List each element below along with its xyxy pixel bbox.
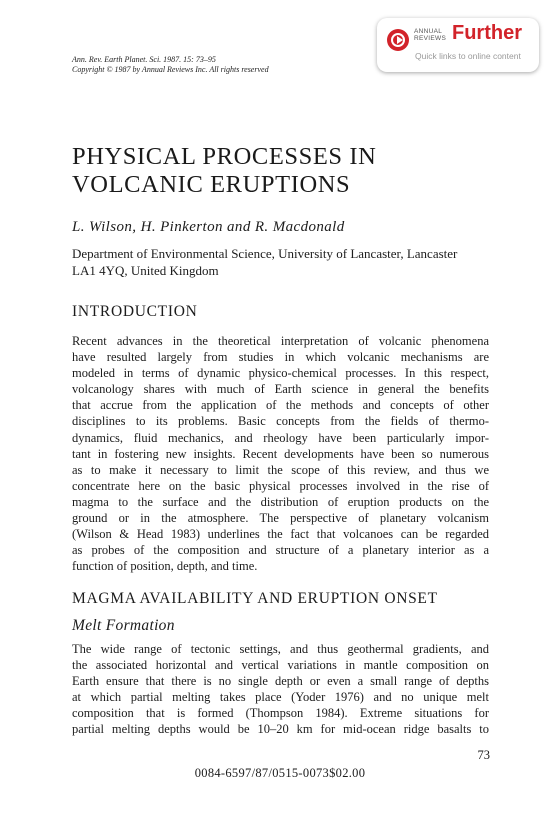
text-line: disciplines to its problems. Basic concepts from the fields of thermo-	[72, 414, 489, 429]
text-line: volcanology shares with much of Earth science in general the benefits	[72, 382, 489, 397]
article-code: 0084-6597/87/0515-0073$02.00	[194, 766, 366, 780]
play-circle-icon	[387, 29, 409, 51]
text-line: tant in fostering new insights. Recent developments have been so numerous	[72, 446, 489, 461]
text-line: dynamics, fluid mechanics, and rheology have been particularly impor-	[72, 430, 489, 445]
page-number: 73	[477, 748, 490, 762]
text-line: (Wilson & Head 1983) underlines the fact that volcanoes can be regarded	[72, 527, 489, 542]
text-line: the associated horizontal and vertical variations in mantle composition on	[72, 658, 489, 673]
title-line: VOLCANIC ERUPTIONS	[72, 171, 351, 198]
text-line: as to make it necessary to limit the scope of this review, and thus we	[72, 462, 489, 477]
text-line: have resulted largely from studies in which volcanic mechanisms are	[72, 350, 489, 365]
badge-further-label: Further	[452, 22, 522, 44]
text-line: concentrate here on the basic physical processes involved in the rise of	[72, 478, 489, 493]
subheading-melt-formation: Melt Formation	[72, 617, 175, 634]
copyright-line: Copyright © 1987 by Annual Reviews Inc. All rights reserved	[72, 65, 269, 74]
badge-tagline: Quick links to online content	[415, 51, 521, 61]
affiliation	[72, 245, 492, 279]
text-line: Earth ensure that there is no single depth or even a small range of depths	[72, 674, 489, 689]
section-heading-introduction: INTRODUCTION	[72, 303, 198, 320]
authors: L. Wilson, H. Pinkerton and R. Macdonald	[72, 219, 345, 235]
introduction-paragraph	[72, 333, 489, 574]
annual-reviews-further-badge[interactable]	[377, 18, 539, 72]
text-line: ground or in the atmosphere. The perspective of planetary volcanism	[72, 511, 489, 526]
article-title	[72, 143, 492, 199]
section-heading-magma: MAGMA AVAILABILITY AND ERUPTION ONSET	[72, 590, 438, 607]
text-line: that accrue from the application of the methods and concepts of other	[72, 398, 489, 413]
badge-publisher-label: ANNUAL REVIEWS	[414, 28, 447, 42]
text-line: as probes of the composition and structure of a planetary interior as a	[72, 543, 489, 558]
journal-line: Ann. Rev. Earth Planet. Sci. 1987. 15: 73–95	[72, 55, 216, 64]
title-line: PHYSICAL PROCESSES IN	[72, 143, 377, 170]
melt-formation-paragraph	[72, 641, 489, 738]
text-line: modeled in terms of dynamic physico-chemical processes. In this respect,	[72, 366, 489, 381]
text-line: Recent advances in the theoretical interpretation of volcanic phenomena	[72, 334, 489, 348]
affiliation-line: LA1 4YQ, United Kingdom	[72, 263, 219, 278]
journal-citation	[72, 55, 372, 75]
affiliation-line: Department of Environmental Science, University of Lancaster, Lancaster	[72, 246, 458, 261]
text-line: at which partial melting takes place (Yoder 1976) and no unique melt	[72, 690, 489, 705]
text-line: function of position, depth, and time.	[72, 559, 258, 574]
text-line: partial melting depths would be 10–20 km for mid-ocean ridge basalts to	[72, 722, 489, 737]
text-line: composition that is formed (Thompson 1984). Extreme situations for	[72, 706, 489, 721]
text-line: The wide range of tectonic settings, and thus geothermal gradients, and	[72, 642, 489, 656]
text-line: magma to the surface and the distribution of eruption products on the	[72, 494, 489, 509]
